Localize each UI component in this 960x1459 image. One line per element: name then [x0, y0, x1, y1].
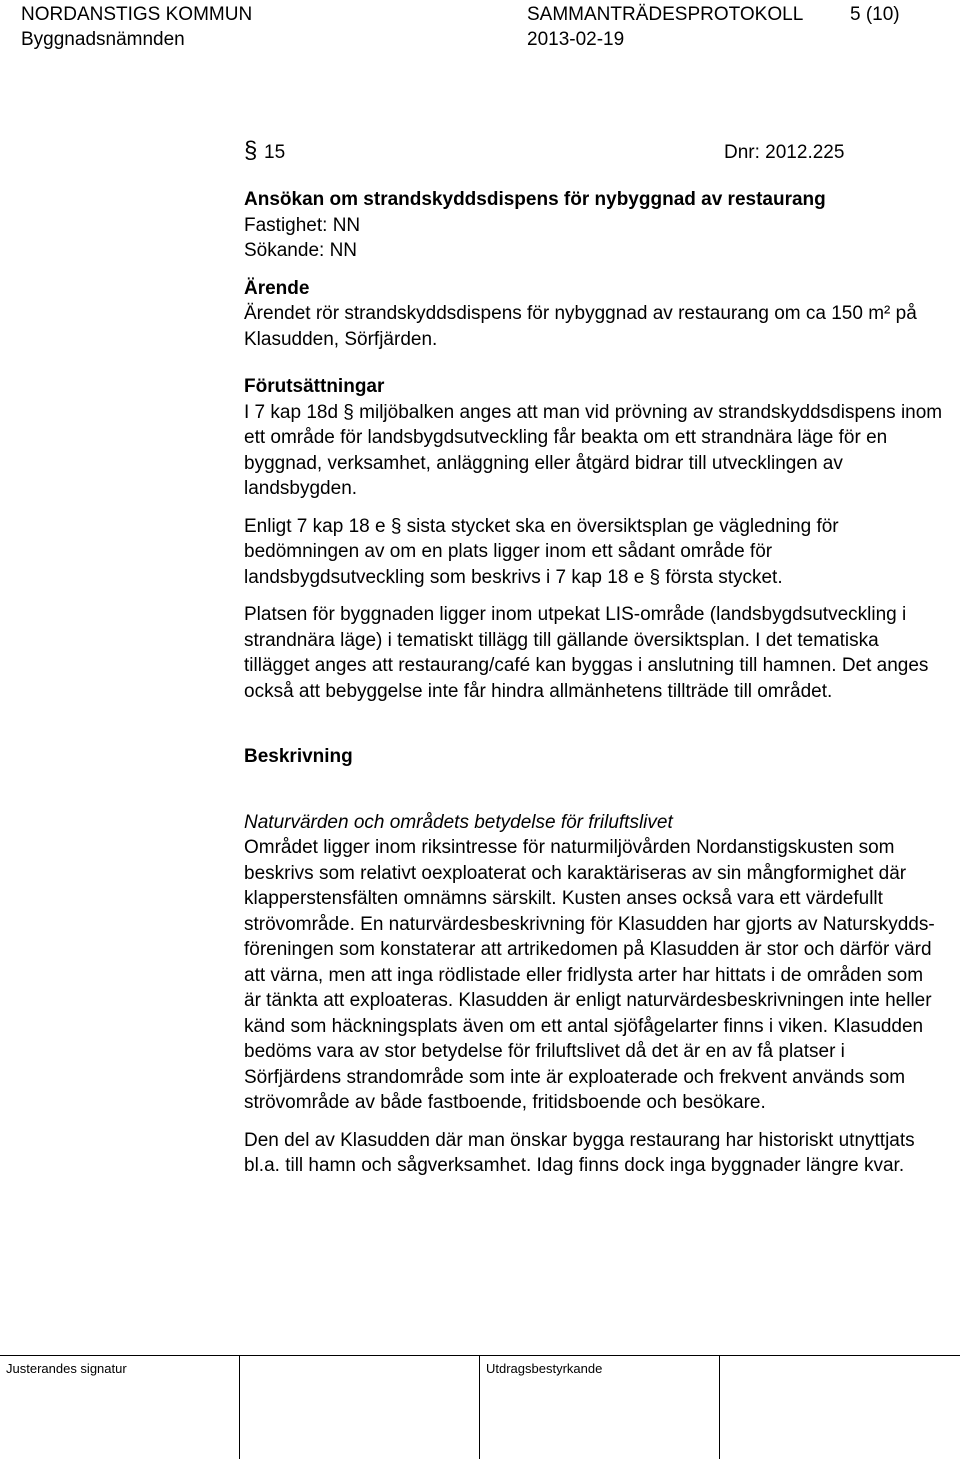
footer-divider-2 — [479, 1355, 480, 1459]
main-content — [244, 187, 944, 1179]
beskrivning-heading: Beskrivning — [244, 746, 353, 767]
arende-heading: Ärende — [244, 277, 310, 299]
section-row — [244, 137, 864, 168]
header-dept: Byggnadsnämnden — [21, 29, 185, 50]
section-sign-icon: § — [390, 515, 402, 537]
header-doc-type: SAMMANTRÄDESPROTOKOLL — [527, 4, 804, 25]
p2-mid: sista stycket ska en översiktsplan ge vägledning för bedömningen av om en plats ligger inom ett sådant område för landsbygdsutveckling som beskrivs i 7 kap 18 e — [244, 515, 839, 588]
p2-before: Enligt 7 kap 18 e — [244, 515, 391, 537]
beskrivning-subheading: Naturvärden och områdets betydelse för friluftslivet — [244, 811, 673, 833]
forutsattningar-p1 — [244, 400, 944, 502]
footer-divider-1 — [239, 1355, 240, 1459]
header-date: 2013-02-19 — [527, 29, 625, 50]
header-org: NORDANSTIGS KOMMUN — [21, 4, 253, 25]
p2-after: första stycket. — [660, 566, 783, 588]
p1-after: miljöbalken anges att man vid prövning av strandskyddsdispens inom ett område för landsbygdsutveckling får beakta om ett strandnära läge för en byggnad, verksamhet, anläggning eller åtgärd bidrar till utvecklingen av landsbygden. — [244, 401, 943, 499]
footer — [0, 1355, 960, 1459]
beskrivning-p1: Området ligger inom riksintresse för naturmiljövården Nordanstigskusten som beskrivs som relativt oexploaterat och karaktäriseras av sin mångformighet där klapperstensfälten omnämns särskilt. Kusten anses också vara ett värdefullt strövområde. En naturvärdesbeskrivning för Klasudden har gjorts av Naturskydds-föreningen som konstaterar att artrikedomen på Klasudden är stor och därför värd att värna, men att inga rödlistade eller fridlysta arter har hittats i de områden som är tänkta att exploateras. Klasudden är enligt naturvärdesbeskrivningen inte heller känd som häckningsplats även om ett antal sjöfågelarter finns i viken. Klasudden bedöms vara av stor betydelse för friluftslivet då det är en av få platser i Sörfjärdens strandområde som inte är exploaterade och frekvent används som strövområde av både fastboende, fritidsboende och besökare. — [244, 837, 935, 1113]
forutsattningar-heading: Förutsättningar — [244, 376, 385, 397]
section-sign-icon: § — [649, 566, 661, 588]
applicant: Sökande: NN — [244, 240, 358, 261]
header-page: 5 (10) — [850, 4, 900, 25]
footer-divider-3 — [719, 1355, 720, 1459]
extract-label: Utdragsbestyrkande — [486, 1361, 603, 1376]
section-sign: § — [244, 137, 258, 164]
arende-text: Ärendet rör strandskyddsdispens för nybyggnad av restaurang om ca 150 m² på Klasudden, Sörfjärden. — [244, 303, 917, 350]
signature-label: Justerandes signatur — [6, 1361, 127, 1376]
section-sign-icon: § — [343, 401, 354, 423]
property: Fastighet: NN — [244, 214, 361, 236]
dnr: Dnr: 2012.225 — [724, 142, 845, 163]
section-number: 15 — [264, 142, 286, 163]
p1-before: I 7 kap 18d — [244, 401, 344, 423]
footer-divider — [0, 1355, 960, 1356]
beskrivning-p2: Den del av Klasudden där man önskar bygga restaurang har historiskt utnyttjats bl.a. till hamn och sågverksamhet. Idag finns dock inga byggnader längre kvar. — [244, 1129, 915, 1176]
document-title: Ansökan om strandskyddsdispens för nybyggnad av restaurang — [244, 189, 826, 210]
forutsattningar-p2 — [244, 514, 944, 591]
forutsattningar-p3: Platsen för byggnaden ligger inom utpekat LIS-område (landsbygdsutveckling i strandnära läge) i tematiskt tillägg till gällande översiktsplan. I det tematiska tillägget anges att restaurang/café kan byggas i anslutning till hamnen. Det anges också att bebyggelse inte får hindra allmänhetens tillträde till området. — [244, 604, 929, 702]
